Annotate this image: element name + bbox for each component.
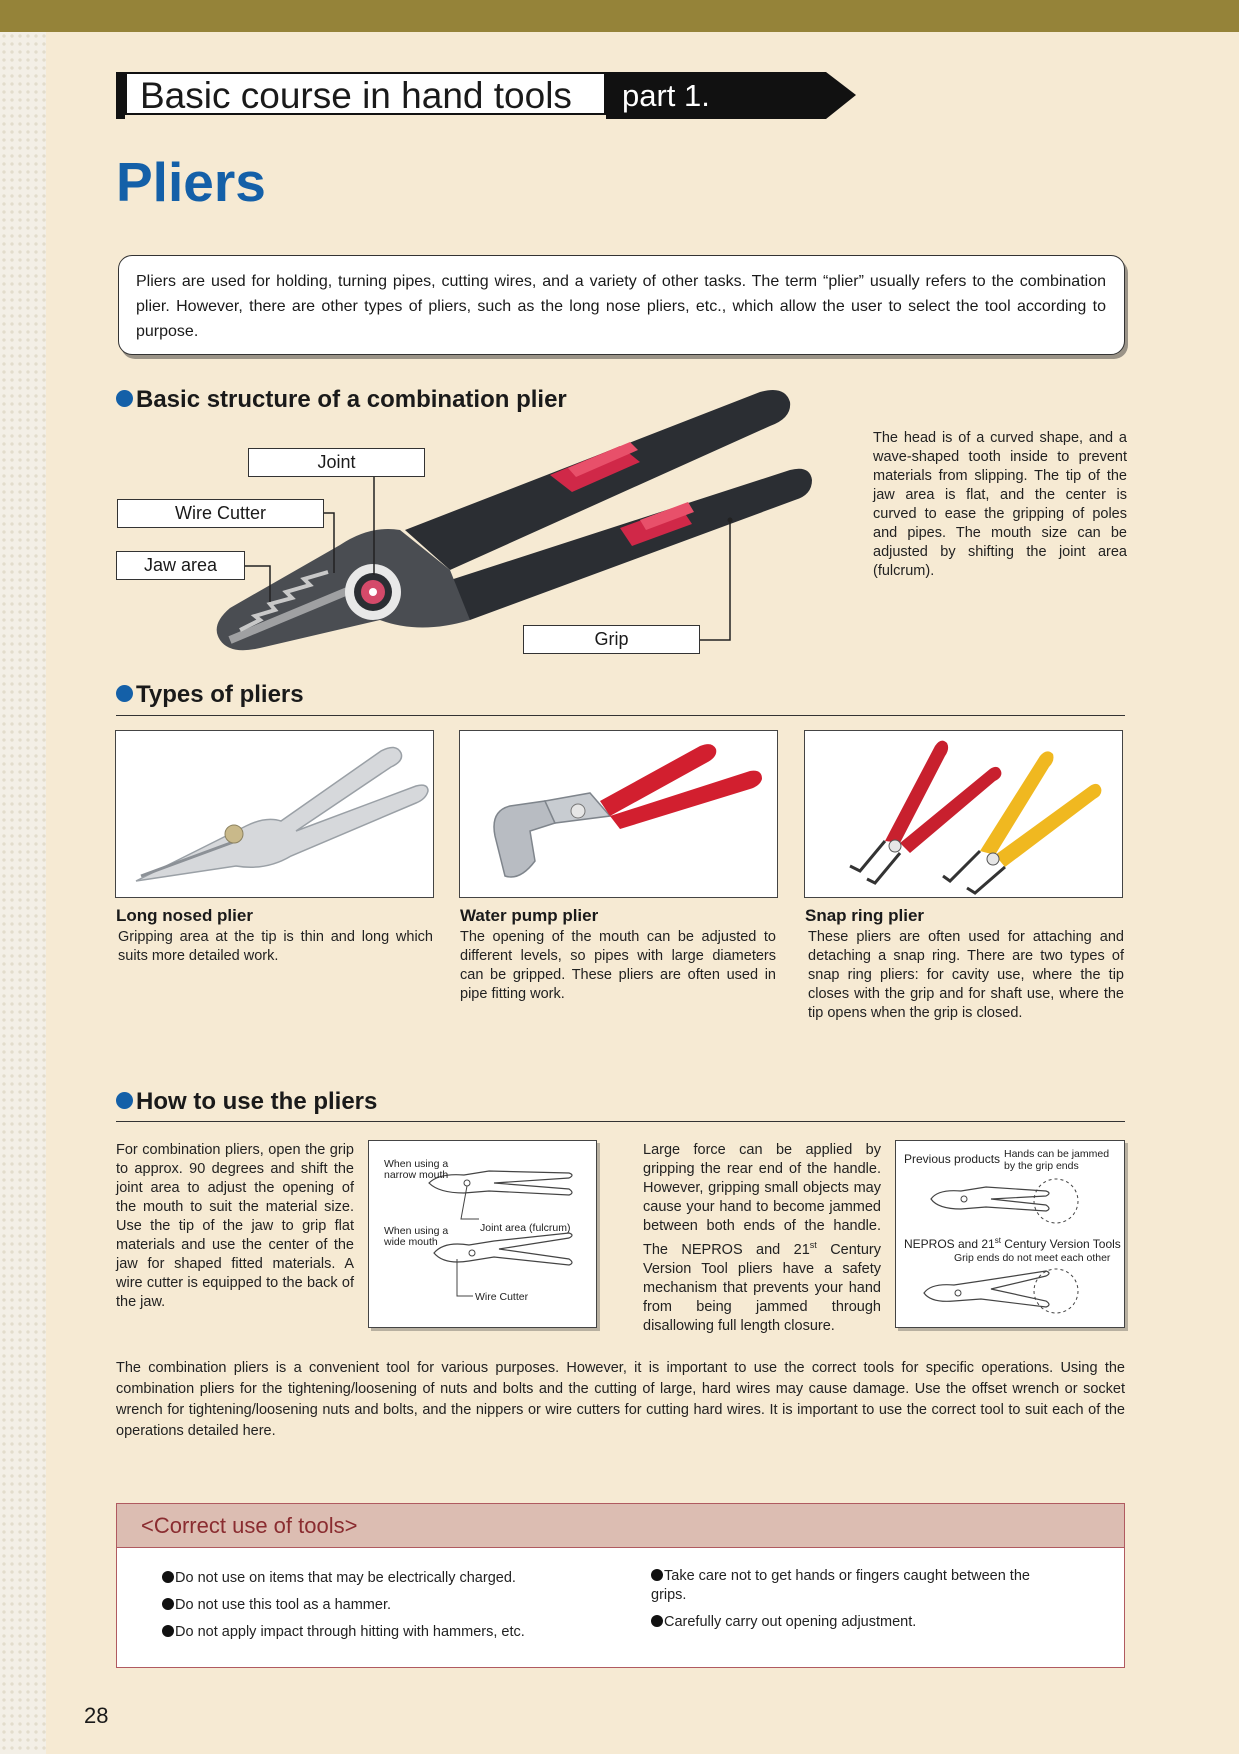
jam-label-2: by the grip ends [1004, 1160, 1079, 1172]
long-nose-plier-image [115, 730, 434, 898]
type-name-long-nose: Long nosed plier [116, 906, 253, 925]
list-item: Do not use this tool as a hammer. [162, 1596, 582, 1615]
snap-ring-plier-image [804, 730, 1123, 898]
bullet-icon [651, 1569, 663, 1581]
bullet-dot-icon [116, 1092, 133, 1109]
bullet-dot-icon [116, 685, 133, 702]
narrow-mouth-label-1: When using a [384, 1158, 449, 1170]
list-item: Carefully carry out opening adjustment. [651, 1613, 1031, 1632]
usage-text-right: Large force can be applied by gripping the rear end of the handle. However, gripping small objects may cause your hand to become jammed between both ends of the handle. The NEPROS and 21st Century Version Tool pliers have a safety mechanism that prevents your hand from being jammed through disallowing full length closure. [643, 1142, 881, 1334]
type-name-water-pump: Water pump plier [460, 906, 599, 925]
intro-box: Pliers are used for holding, turning pipes, cutting wires, and a variety of other tasks. The term “plier” usually refers to the combination plier. However, there are other types of pliers, such as the long nose pliers, etc., which allow the user to select the tool according to purpose. [118, 255, 1125, 355]
callout-jaw-area: Jaw area [116, 551, 245, 580]
previous-products-label: Previous products [904, 1152, 1001, 1166]
mouth-opening-diagram [368, 1140, 597, 1328]
types-divider [116, 715, 1125, 716]
joint-area-label: Joint area (fulcrum) [480, 1222, 571, 1234]
correct-use-right-list [651, 1567, 1031, 1640]
structure-description: The head is of a curved shape, and a wave-shaped tooth inside to prevent materials from slipping. The tip of the jaw area is flat, and the center is curved to ease the gripping of poles and pipes. The mouth size can be adjusted by shifting the joint area (fulcrum). [873, 430, 1127, 579]
course-banner [116, 72, 744, 119]
usage-divider [116, 1121, 1125, 1122]
no-meet-label: Grip ends do not meet each other [954, 1252, 1111, 1264]
type-desc-long-nose: Gripping area at the tip is thin and long which suits more detailed work. [118, 929, 433, 964]
banner-black-bar [116, 72, 125, 119]
usage-heading: How to use the pliers [116, 1088, 377, 1116]
list-item: Do not use on items that may be electrically charged. [162, 1569, 582, 1588]
wide-mouth-label-2: wide mouth [384, 1236, 438, 1248]
wire-cutter-label: Wire Cutter [475, 1291, 529, 1303]
correct-use-title: <Correct use of tools> [117, 1504, 1124, 1548]
type-desc-water-pump: The opening of the mouth can be adjusted to different levels, so pipes with large diameters can be gripped. These pliers are often used in pipe fitting work. [460, 929, 776, 1002]
correct-use-left-list [162, 1569, 582, 1650]
jam-label-1: Hands can be jammed [1004, 1148, 1110, 1160]
snap-ring-plier-icon [805, 731, 1121, 896]
callout-wire-cutter: Wire Cutter [117, 499, 324, 528]
bullet-icon [162, 1625, 174, 1637]
left-pattern-strip [0, 32, 46, 1754]
bullet-dot-icon [116, 390, 133, 407]
usage-text-left: For combination pliers, open the grip to approx. 90 degrees and shift the joint area to adjust the opening of the mouth to suit the material size. Use the tip of the jaw to grip flat materials and use the center of the jaw for shaped fitted materials. A wire cutter is equipped to the back of the jaw. [116, 1142, 354, 1310]
callout-grip: Grip [523, 625, 700, 654]
grip-safety-diagram [895, 1140, 1125, 1328]
structure-heading: Basic structure of a combination plier [116, 386, 567, 414]
nepros-label: NEPROS and 21st Century Version Tools [904, 1236, 1121, 1251]
list-item: Take care not to get hands or fingers caught between the grips. [651, 1568, 1030, 1603]
course-title: Basic course in hand tools [125, 72, 606, 115]
type-desc-snap-ring: These pliers are often used for attaching and detaching a snap ring. There are two types of snap ring pliers: for cavity use, where the tip closes with the grip and for shaft use, where the tip opens when the grip is closed. [808, 929, 1124, 1021]
top-color-bar [0, 0, 1239, 32]
long-nose-plier-icon [116, 731, 432, 896]
bullet-icon [162, 1598, 174, 1610]
page-title: Pliers [116, 151, 266, 213]
page-number: 28 [84, 1703, 109, 1728]
list-item: Do not apply impact through hitting with hammers, etc. [162, 1623, 582, 1642]
course-part: part 1. [622, 78, 710, 113]
wide-mouth-label-1: When using a [384, 1225, 449, 1237]
narrow-mouth-label-2: narrow mouth [384, 1169, 449, 1181]
water-pump-plier-image [459, 730, 778, 898]
callout-joint: Joint [248, 448, 425, 477]
bullet-icon [651, 1615, 663, 1627]
water-pump-plier-icon [460, 731, 776, 896]
types-heading: Types of pliers [116, 681, 304, 709]
bullet-icon [162, 1571, 174, 1583]
summary-paragraph: The combination pliers is a convenient tool for various purposes. However, it is important to use the correct tools for specific operations. Using the combination pliers for the tightening/loosening of nuts and bolts and the cutting of large, hard wires may cause damage. Use the offset wrench or socket wrench for tightening/loosening nuts and bolts, and the nippers or wire cutters for cutting hard wires. It is important to use the correct tool to suit each of the operations detailed here. [116, 1360, 1125, 1439]
type-name-snap-ring: Snap ring plier [805, 906, 925, 925]
correct-use-box [116, 1503, 1125, 1668]
